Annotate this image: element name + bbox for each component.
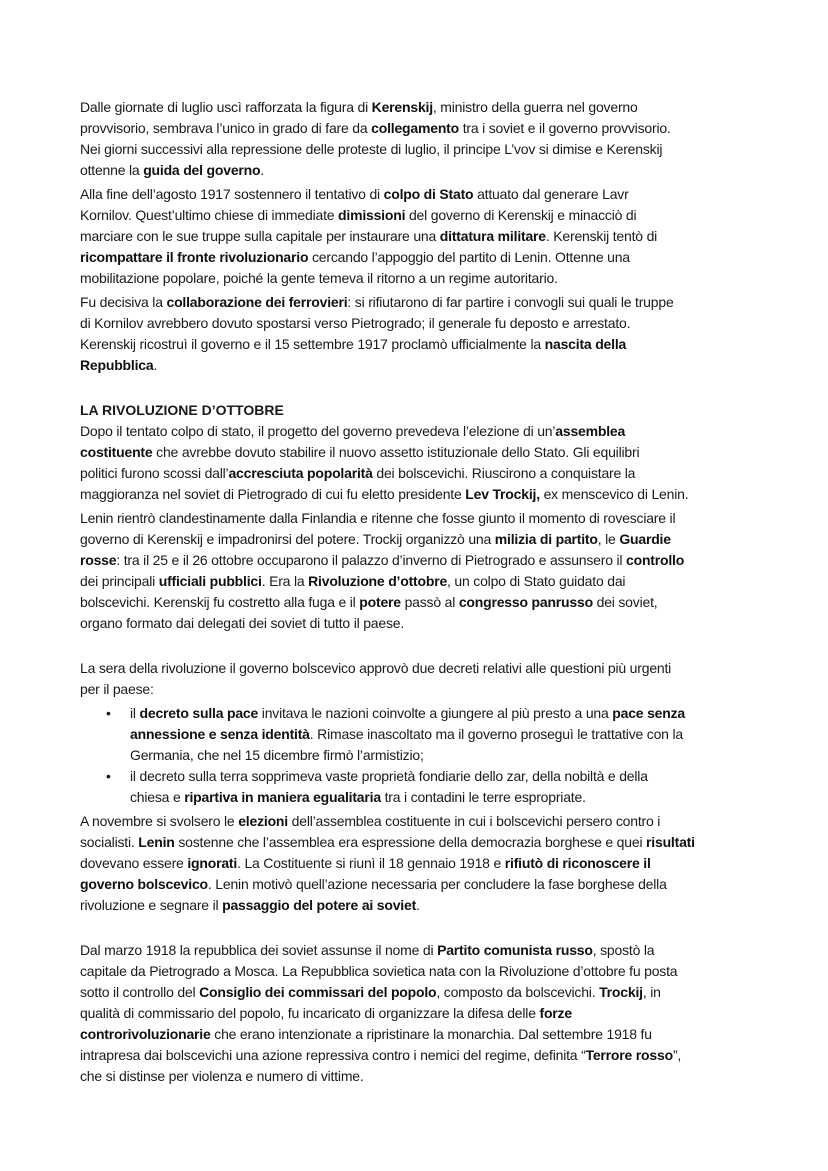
text-line (80, 334, 800, 355)
text-line (80, 160, 800, 181)
text-run: , spostò la (592, 942, 655, 958)
text-run: qualità di commissario del popolo, fu incaricato di organizzare la difesa delle (80, 1005, 540, 1021)
text-line (80, 442, 800, 463)
text-line (80, 1066, 800, 1087)
text-line (80, 550, 800, 571)
text-run: chiesa e (130, 789, 185, 805)
text-run: , in (642, 984, 661, 1000)
bold-text: ricompattare il fronte rivoluzionario (80, 249, 309, 265)
bold-text: Partito comunista russo (437, 942, 593, 958)
text-line (80, 571, 800, 592)
text-run: ottenne la (80, 162, 144, 178)
text-run: Dalle giornate di luglio uscì rafforzata la figura di (80, 99, 372, 115)
text-run: sostenne che l’assemblea era espressione della democrazia borghese e quei (174, 834, 647, 850)
bold-text: congresso panrusso (458, 594, 593, 610)
text-line (80, 1003, 800, 1024)
document-page (80, 97, 800, 1090)
text-run: socialisti. (80, 834, 139, 850)
text-line (80, 1024, 800, 1045)
text-line (80, 982, 800, 1003)
bold-text: pace senza (612, 705, 685, 721)
text-line (130, 787, 800, 808)
list-item (80, 703, 800, 766)
text-run: mobilitazione popolare, poiché la gente temeva il ritorno a un regime autoritario. (80, 270, 558, 286)
bold-text: colpo di Stato (383, 186, 474, 202)
text-line (80, 205, 800, 226)
bold-text: Guardie (619, 531, 671, 547)
text-run: Kornilov. Quest’ultimo chiese di immediate (80, 207, 339, 223)
text-run: dell’assemblea costituente in cui i bolscevichi persero contro i (287, 813, 661, 829)
text-run: il decreto sulla terra sopprimeva vaste proprietà fondiarie dello zar, della nobiltà e della (130, 768, 648, 784)
text-run: bolscevichi. Kerenskij fu costretto alla fuga e il (80, 594, 360, 610)
bold-text: costituente (80, 444, 153, 460)
text-run: passò al (400, 594, 459, 610)
text-run: cercando l’appoggio del partito di Lenin. Ottenne una (308, 249, 630, 265)
text-run: che erano intenzionate a ripristinare la monarchia. Dal settembre 1918 fu (210, 1026, 652, 1042)
text-line (80, 484, 800, 505)
spacer (80, 379, 800, 400)
text-run: Alla fine dell’agosto 1917 sostennero il tentativo di (80, 186, 384, 202)
bold-text: ufficiali pubblici (158, 573, 262, 589)
text-run: tra i contadini le terre espropriate. (380, 789, 586, 805)
text-run: ex menscevico di Lenin. (539, 486, 689, 502)
bold-text: Consiglio dei commissari del popolo (199, 984, 437, 1000)
text-run: capitale da Pietrogrado a Mosca. La Repubblica sovietica nata con la Rivoluzione d’ottobre fu posta (80, 963, 678, 979)
text-line (130, 745, 800, 766)
text-line (80, 592, 800, 613)
paragraph (80, 811, 800, 916)
bold-text: rosse (80, 552, 117, 568)
text-line (80, 355, 800, 376)
text-run: : si rifiutarono di far partire i convogli sui quali le truppe (347, 294, 674, 310)
text-run: politici furono scossi dall’ (80, 465, 229, 481)
text-line (80, 97, 800, 118)
text-line (80, 874, 800, 895)
bold-text: dimissioni (338, 207, 406, 223)
text-run: di Kornilov avrebbero dovuto spostarsi verso Pietrogrado; il generale fu deposto e arrestato. (80, 315, 631, 331)
bullet-list (80, 703, 800, 808)
bold-text: nascita della (544, 336, 627, 352)
text-line (80, 1045, 800, 1066)
bold-text: controllo (626, 552, 685, 568)
bold-text: accresciuta popolarità (228, 465, 373, 481)
text-line (80, 895, 800, 916)
text-run: del governo di Kerenskij e minacciò di (405, 207, 637, 223)
text-line (80, 940, 800, 961)
bold-text: collegamento (371, 120, 459, 136)
text-run: . (416, 897, 420, 913)
text-line (130, 766, 800, 787)
text-run: , composto da bolscevichi. (436, 984, 600, 1000)
bold-text: milizia di partito (494, 531, 598, 547)
text-line (80, 832, 800, 853)
text-line (80, 613, 800, 634)
text-run: rivoluzione e segnare il (80, 897, 223, 913)
text-line (80, 139, 800, 160)
bold-text: assemblea (555, 423, 626, 439)
paragraph (80, 292, 800, 376)
text-run: . (153, 357, 158, 373)
text-run: dovevano essere (80, 855, 188, 871)
bold-text: elezioni (238, 813, 288, 829)
bold-text: forze (539, 1005, 572, 1021)
text-line (80, 508, 800, 529)
text-run: provvisorio, sembrava l’unico in grado di fare da (80, 120, 372, 136)
bold-text: risultati (646, 834, 695, 850)
paragraph (80, 508, 800, 634)
bold-text: passaggio del potere ai soviet (222, 897, 417, 913)
text-run: tra i soviet e il governo provvisorio. (459, 120, 671, 136)
text-run: A novembre si svolsero le (80, 813, 239, 829)
bullet-icon: • (106, 705, 111, 721)
bold-text: controrivoluzionarie (80, 1026, 211, 1042)
spacer (80, 919, 800, 940)
paragraph (80, 97, 800, 181)
text-run: che si distinse per violenza e numero di vittime. (80, 1068, 364, 1084)
text-run: Lenin rientrò clandestinamente dalla Finlandia e ritenne che fosse giunto il momento di rovesciare il (80, 510, 676, 526)
bold-text: decreto sulla pace (139, 705, 259, 721)
text-line (80, 811, 800, 832)
text-run: . Lenin motivò quell’azione necessaria per concludere la fase borghese della (207, 876, 667, 892)
text-line (80, 292, 800, 313)
text-line (130, 703, 800, 724)
text-line (80, 268, 800, 289)
text-run: , le (597, 531, 620, 547)
text-line (80, 118, 800, 139)
text-run: ”, (672, 1047, 682, 1063)
text-run: . La Costituente si riunì il 18 gennaio 1918 e (237, 855, 505, 871)
bold-text: governo bolscevico (80, 876, 208, 892)
bold-text: rifiutò di riconoscere il (504, 855, 651, 871)
text-run: Germania, che nel 15 dicembre firmò l’armistizio; (130, 747, 424, 763)
bold-text: dittatura militare (439, 228, 546, 244)
bold-text: Terrore rosso (585, 1047, 673, 1063)
text-line (80, 313, 800, 334)
bold-text: Repubblica (80, 357, 154, 373)
text-run: La sera della rivoluzione il governo bolscevico approvò due decreti relativi alle questioni più urgenti (80, 660, 672, 676)
text-run: il (130, 705, 140, 721)
text-line (80, 247, 800, 268)
paragraph (80, 421, 800, 505)
text-run: organo formato dai delegati dei soviet di tutto il paese. (80, 615, 405, 631)
text-run: governo di Kerenskij e impadronirsi del potere. Trockij organizzò una (80, 531, 495, 547)
bold-text: Rivoluzione d’ottobre (308, 573, 448, 589)
text-line (80, 184, 800, 205)
paragraph (80, 658, 800, 700)
bold-text: potere (359, 594, 401, 610)
text-run: . Rimase inascoltato ma il governo proseguì le trattative con la (309, 726, 683, 742)
text-run: sotto il controllo del (80, 984, 200, 1000)
text-run: che avrebbe dovuto stabilire il nuovo assetto istituzionale dello Stato. Gli equilibri (152, 444, 640, 460)
text-run: intrapresa dai bolscevichi una azione repressiva contro i nemici del regime, definita “ (80, 1047, 586, 1063)
text-run: , un colpo di Stato guidato dai (447, 573, 626, 589)
text-run: Dal marzo 1918 la repubblica dei soviet assunse il nome di (80, 942, 438, 958)
text-line (80, 679, 800, 700)
text-run: per il paese: (80, 681, 154, 697)
text-run: attuato dal generare Lavr (473, 186, 629, 202)
text-run: Dopo il tentato colpo di stato, il progetto del governo prevedeva l’elezione di un’ (80, 423, 556, 439)
spacer (80, 637, 800, 658)
text-run: . (260, 162, 265, 178)
text-line (130, 724, 800, 745)
bold-text: collaborazione dei ferrovieri (166, 294, 348, 310)
bold-text: guida del governo (143, 162, 261, 178)
text-line (80, 226, 800, 247)
text-run: , ministro della guerra nel governo (432, 99, 638, 115)
text-line (80, 658, 800, 679)
text-run: dei soviet, (592, 594, 658, 610)
text-run: : tra il 25 e il 26 ottobre occuparono il palazzo d’inverno di Pietrogrado e assunsero il (116, 552, 626, 568)
text-run: maggioranza nel soviet di Pietrogrado di cui fu eletto presidente (80, 486, 466, 502)
text-run: marciare con le sue truppe sulla capitale per instaurare una (80, 228, 440, 244)
text-run: Fu decisiva la (80, 294, 167, 310)
text-run: Nei giorni successivi alla repressione delle proteste di luglio, il principe L’vov si dimise e Kerenskij (80, 141, 663, 157)
bold-text: Kerenskij (371, 99, 433, 115)
text-run: invitava le nazioni coinvolte a giungere al più presto a una (258, 705, 613, 721)
text-run: dei principali (80, 573, 159, 589)
text-line (80, 529, 800, 550)
bold-text: ripartiva in maniera egualitaria (184, 789, 381, 805)
bold-text: Trockij (599, 984, 643, 1000)
text-line (80, 463, 800, 484)
text-run: . Era la (261, 573, 309, 589)
list-item (80, 766, 800, 808)
paragraph (80, 184, 800, 289)
text-run: . Kerenskij tentò di (545, 228, 658, 244)
text-line (80, 421, 800, 442)
bold-text: annessione e senza identità (130, 726, 310, 742)
text-line (80, 961, 800, 982)
paragraph (80, 940, 800, 1087)
section-heading: LA RIVOLUZIONE D’OTTOBRE (80, 402, 284, 418)
bold-text: Lev Trockij, (465, 486, 540, 502)
bullet-icon: • (106, 768, 111, 784)
text-run: Kerenskij ricostruì il governo e il 15 settembre 1917 proclamò ufficialmente la (80, 336, 545, 352)
bold-text: Lenin (138, 834, 175, 850)
text-line (80, 853, 800, 874)
bold-text: ignorati (187, 855, 238, 871)
text-run: dei bolscevichi. Riuscirono a conquistare la (372, 465, 636, 481)
